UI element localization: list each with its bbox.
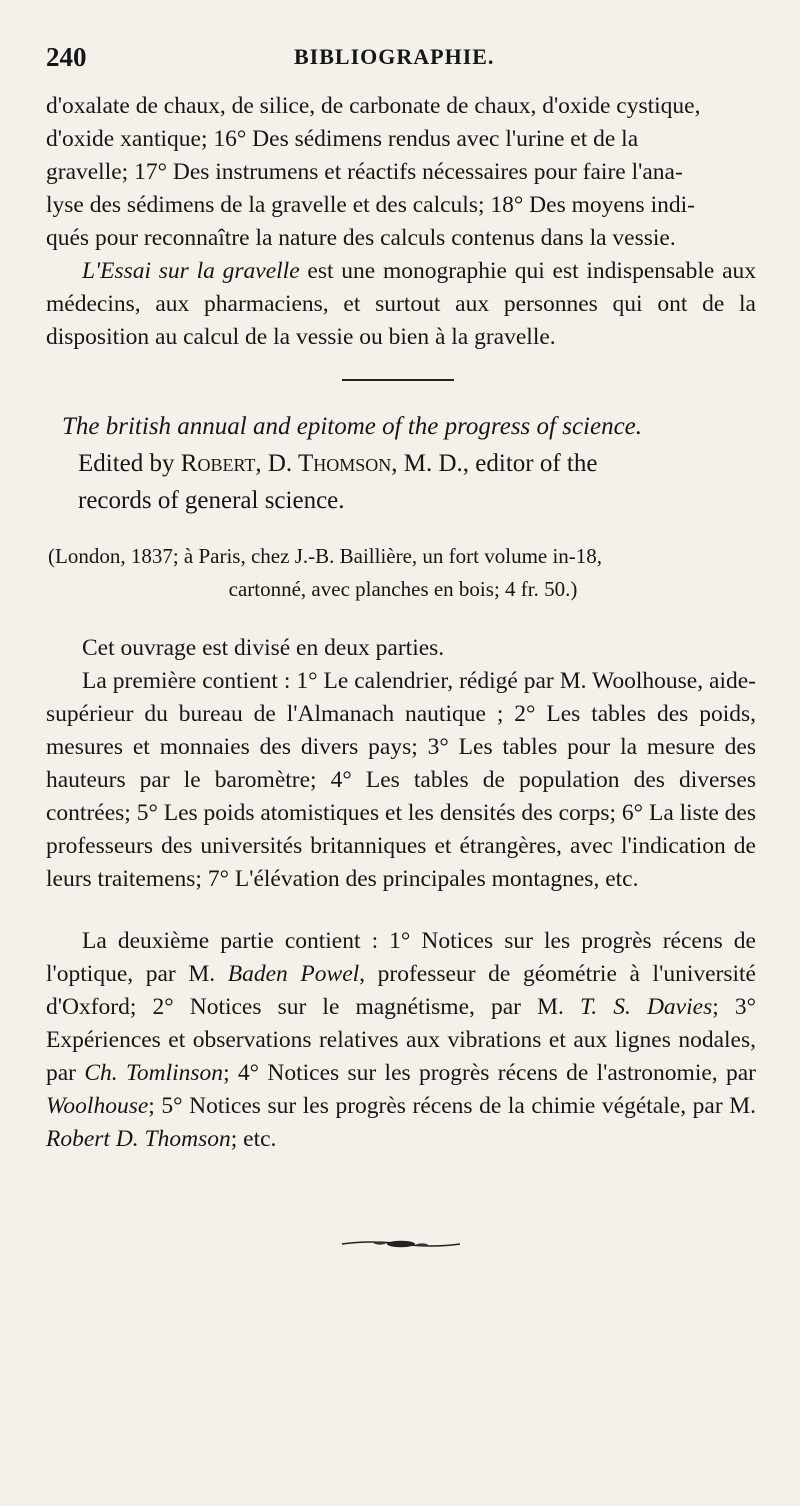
text-run: ; 5° Notices sur les progrès récens de la chimie végétale, par M. bbox=[148, 1093, 756, 1119]
author-name: T. S. Davies bbox=[579, 994, 713, 1020]
records-line: records of general science. bbox=[78, 487, 345, 514]
text-run: ; etc. bbox=[230, 1126, 277, 1152]
author-name: Robert D. Thomson bbox=[46, 1126, 231, 1152]
edited-by: Edited by bbox=[78, 450, 181, 477]
part-one-paragraph: La première contient : 1° Le calendrier, rédigé par M. Woolhouse, aide-supérieur du bureau de l'Almanach nautique ; 2° Les tables des poids, mesures et monnaies des divers pays; 3° Les tables pour la mesure des hauteurs par le baromètre; 4° Les tables de population des diverses contrées; 5° Les poids atomistiques et les densités des corps; 6° La liste des professeurs des universités britanniques et étrangères, avec l'indication de leurs traitemens; 7° L'élévation des principales montagnes, etc. bbox=[46, 668, 756, 892]
review-title: The british annual and epitome of the progress of science. bbox=[62, 413, 643, 440]
text-line: qués pour reconnaître la nature des calculs contenus dans la vessie. bbox=[46, 225, 676, 251]
essai-title: L'Essai sur la gravelle bbox=[82, 258, 300, 284]
essai-text: est une monographie qui est indispensable aux médecins, aux pharmaciens, et surtout aux personnes qui ont de la disposition au calcul de la vessie ou bien à la gravelle. bbox=[46, 258, 757, 350]
page-number: 240 bbox=[46, 42, 87, 72]
review-heading bbox=[62, 408, 762, 519]
text-run: La deuxième partie contient : 1° Notices sur les progrès récens de l'optique, par M. bbox=[46, 928, 756, 987]
text-line: d'oxalate de chaux, de silice, de carbonate de chaux, d'oxide cystique, bbox=[46, 93, 701, 119]
ornament-divider bbox=[340, 1238, 462, 1250]
editor-suffix: , editor of the bbox=[462, 450, 598, 477]
imprint-line: cartonné, avec planches en bois; 4 fr. 50.) bbox=[228, 577, 578, 601]
author-name: Woolhouse bbox=[46, 1093, 149, 1119]
editor-name: Robert, D. Thomson, M. D. bbox=[180, 450, 463, 477]
text-run: ; 4° Notices sur les progrès récens de l'astronomie, par bbox=[223, 1060, 756, 1086]
continued-paragraph bbox=[46, 90, 756, 255]
imprint bbox=[48, 540, 758, 606]
section-rule bbox=[342, 379, 454, 381]
text-line: gravelle; 17° Des instrumens et réactifs nécessaires pour faire l'ana- bbox=[46, 159, 683, 185]
essai-paragraph bbox=[46, 255, 756, 354]
imprint-line: (London, 1837; à Paris, chez J.-B. Baillière, un fort volume in-18, bbox=[48, 544, 603, 568]
running-title: BIBLIOGRAPHIE. bbox=[294, 44, 495, 69]
page-header bbox=[46, 42, 754, 82]
part-two-paragraph bbox=[46, 925, 756, 1156]
author-name: Ch. Tomlinson bbox=[84, 1060, 224, 1086]
intro-paragraph: Cet ouvrage est divisé en deux parties. bbox=[82, 635, 445, 661]
author-name: Baden Powel bbox=[227, 961, 360, 987]
text-line: d'oxide xantique; 16° Des sédimens rendus avec l'urine et de la bbox=[46, 126, 639, 152]
text-run: , professeur de géométrie à l'université d'Oxford; 2° Notices sur le magnétisme, par M. bbox=[46, 961, 756, 1020]
text-run: ; 3° Expériences et observations relatives aux vibrations et aux lignes nodales, par bbox=[46, 994, 757, 1086]
text-line: lyse des sédimens de la gravelle et des calculs; 18° Des moyens indi- bbox=[46, 192, 695, 218]
